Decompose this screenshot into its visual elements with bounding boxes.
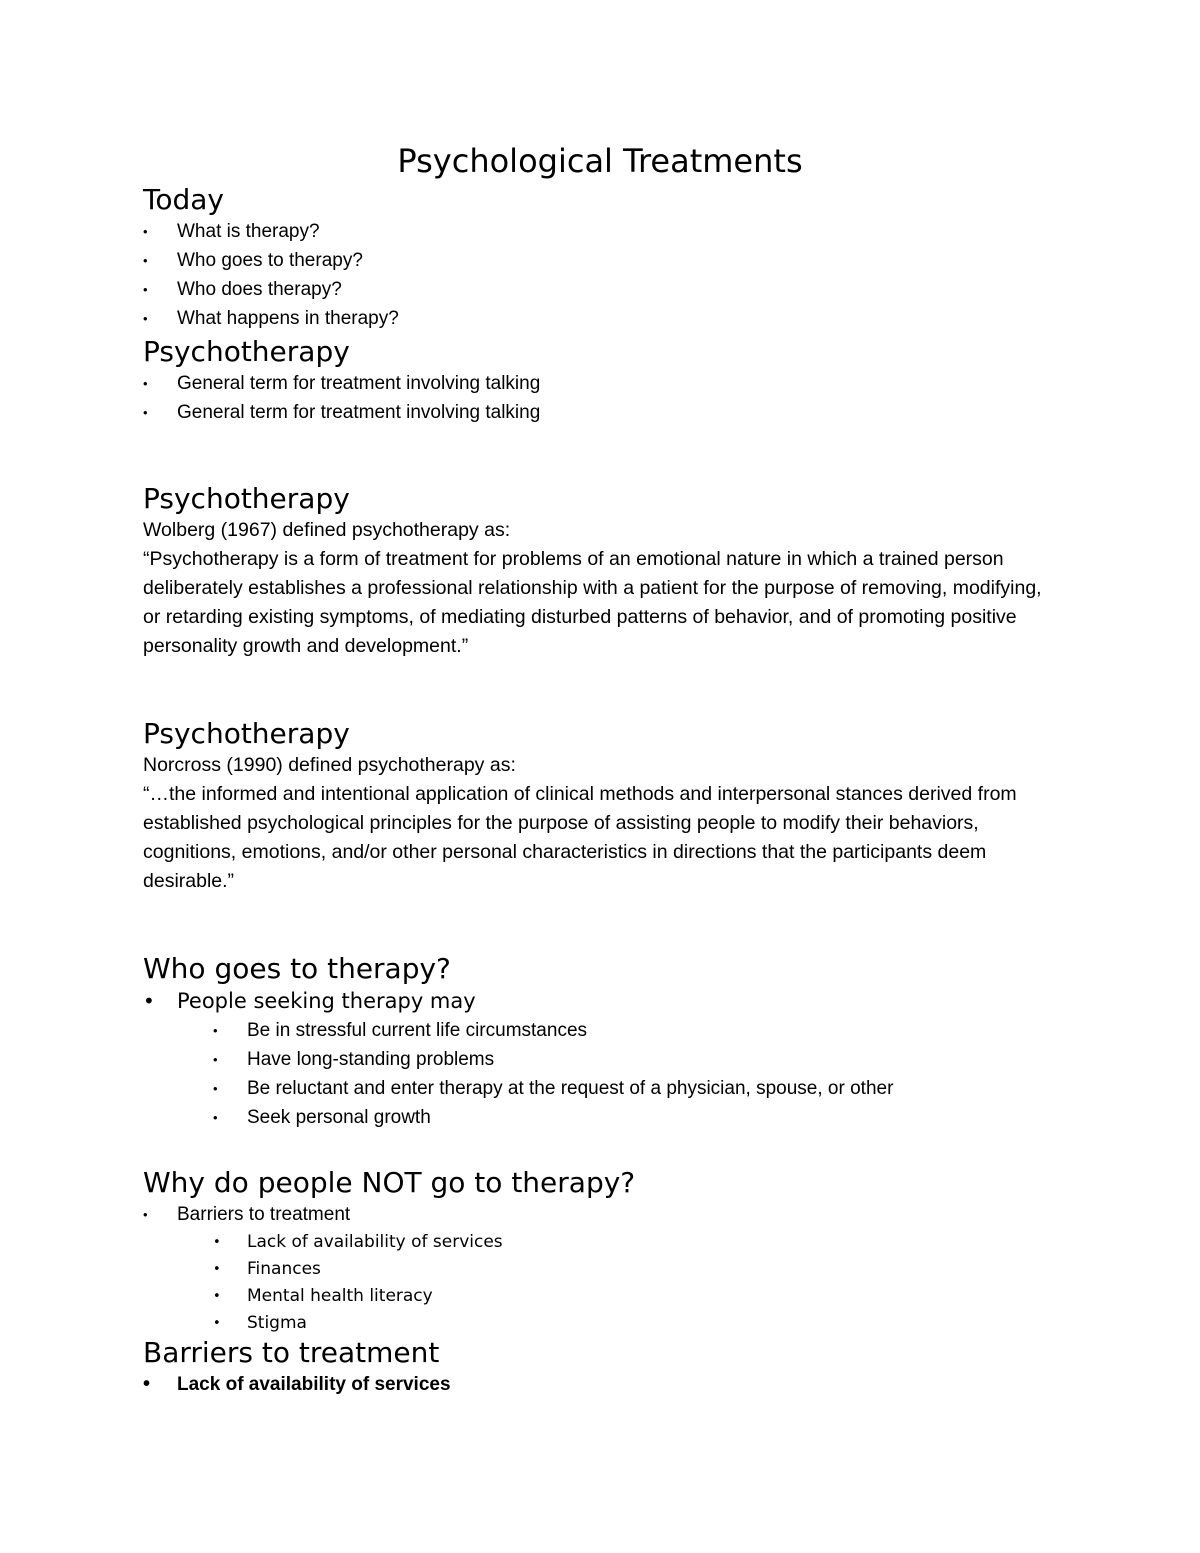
psychotherapy-list — [143, 369, 1063, 427]
list-item: • People seeking therapy may — [143, 986, 1063, 1016]
barriers-list — [143, 1370, 1063, 1399]
definition-quote: “Psychotherapy is a form of treatment for problems of an emotional nature in which a trained person deliberately establishes a professional relationship with a patient for the purpose of removing, modifying, or retarding existing symptoms, of mediating disturbed patterns of behavior, and of promoting positive personality growth and development.” — [143, 548, 1042, 657]
list-item: • What is therapy? — [143, 217, 1063, 246]
heading-today: Today — [143, 183, 224, 216]
list-item: • Have long-standing problems — [213, 1045, 1063, 1074]
heading-psychotherapy: Psychotherapy — [143, 482, 350, 515]
heading-psychotherapy: Psychotherapy — [143, 717, 350, 750]
definition-intro: Wolberg (1967) defined psychotherapy as: — [143, 519, 511, 541]
list-item: • Barriers to treatment — [143, 1200, 1063, 1229]
section-psychotherapy-2 — [143, 482, 1063, 661]
list-item: • What happens in therapy? — [143, 304, 1063, 333]
heading-psychotherapy: Psychotherapy — [143, 335, 350, 368]
list-item: • General term for treatment involving talking — [143, 398, 1063, 427]
list-item: • Lack of availability of services — [143, 1370, 1063, 1399]
who-goes-list — [143, 986, 1063, 1016]
list-item: • Be reluctant and enter therapy at the request of a physician, spouse, or other — [213, 1074, 1063, 1103]
list-item: • Who goes to therapy? — [143, 246, 1063, 275]
section-why-not — [143, 1166, 1063, 1337]
definition-intro: Norcross (1990) defined psychotherapy as: — [143, 754, 516, 776]
today-list — [143, 217, 1063, 333]
definition-quote: “…the informed and intentional application of clinical methods and interpersonal stances derived from established psychological principles for the purpose of assisting people to modify their behaviors, cognitions, emotions, and/or other personal characteristics in directions that the participants deem desirable.” — [143, 783, 1017, 892]
why-not-sublist — [143, 1229, 1063, 1337]
section-barriers — [143, 1336, 1063, 1399]
list-item: • Who does therapy? — [143, 275, 1063, 304]
section-today — [143, 183, 1063, 333]
list-item: • Mental health literacy — [213, 1283, 1063, 1310]
list-item: • Stigma — [213, 1310, 1063, 1337]
section-psychotherapy-1 — [143, 335, 1063, 427]
heading-barriers: Barriers to treatment — [143, 1336, 440, 1369]
list-item: • Seek personal growth — [213, 1103, 1063, 1132]
heading-who-goes: Who goes to therapy? — [143, 952, 451, 985]
heading-why-not: Why do people NOT go to therapy? — [143, 1166, 636, 1199]
document-title: Psychological Treatments — [397, 142, 803, 180]
list-item: • Be in stressful current life circumstances — [213, 1016, 1063, 1045]
section-who-goes — [143, 952, 1063, 1132]
section-psychotherapy-3 — [143, 717, 1063, 896]
list-item: • Lack of availability of services — [213, 1229, 1063, 1256]
list-item: • General term for treatment involving talking — [143, 369, 1063, 398]
why-not-list — [143, 1200, 1063, 1229]
list-item: • Finances — [213, 1256, 1063, 1283]
who-goes-sublist — [143, 1016, 1063, 1132]
